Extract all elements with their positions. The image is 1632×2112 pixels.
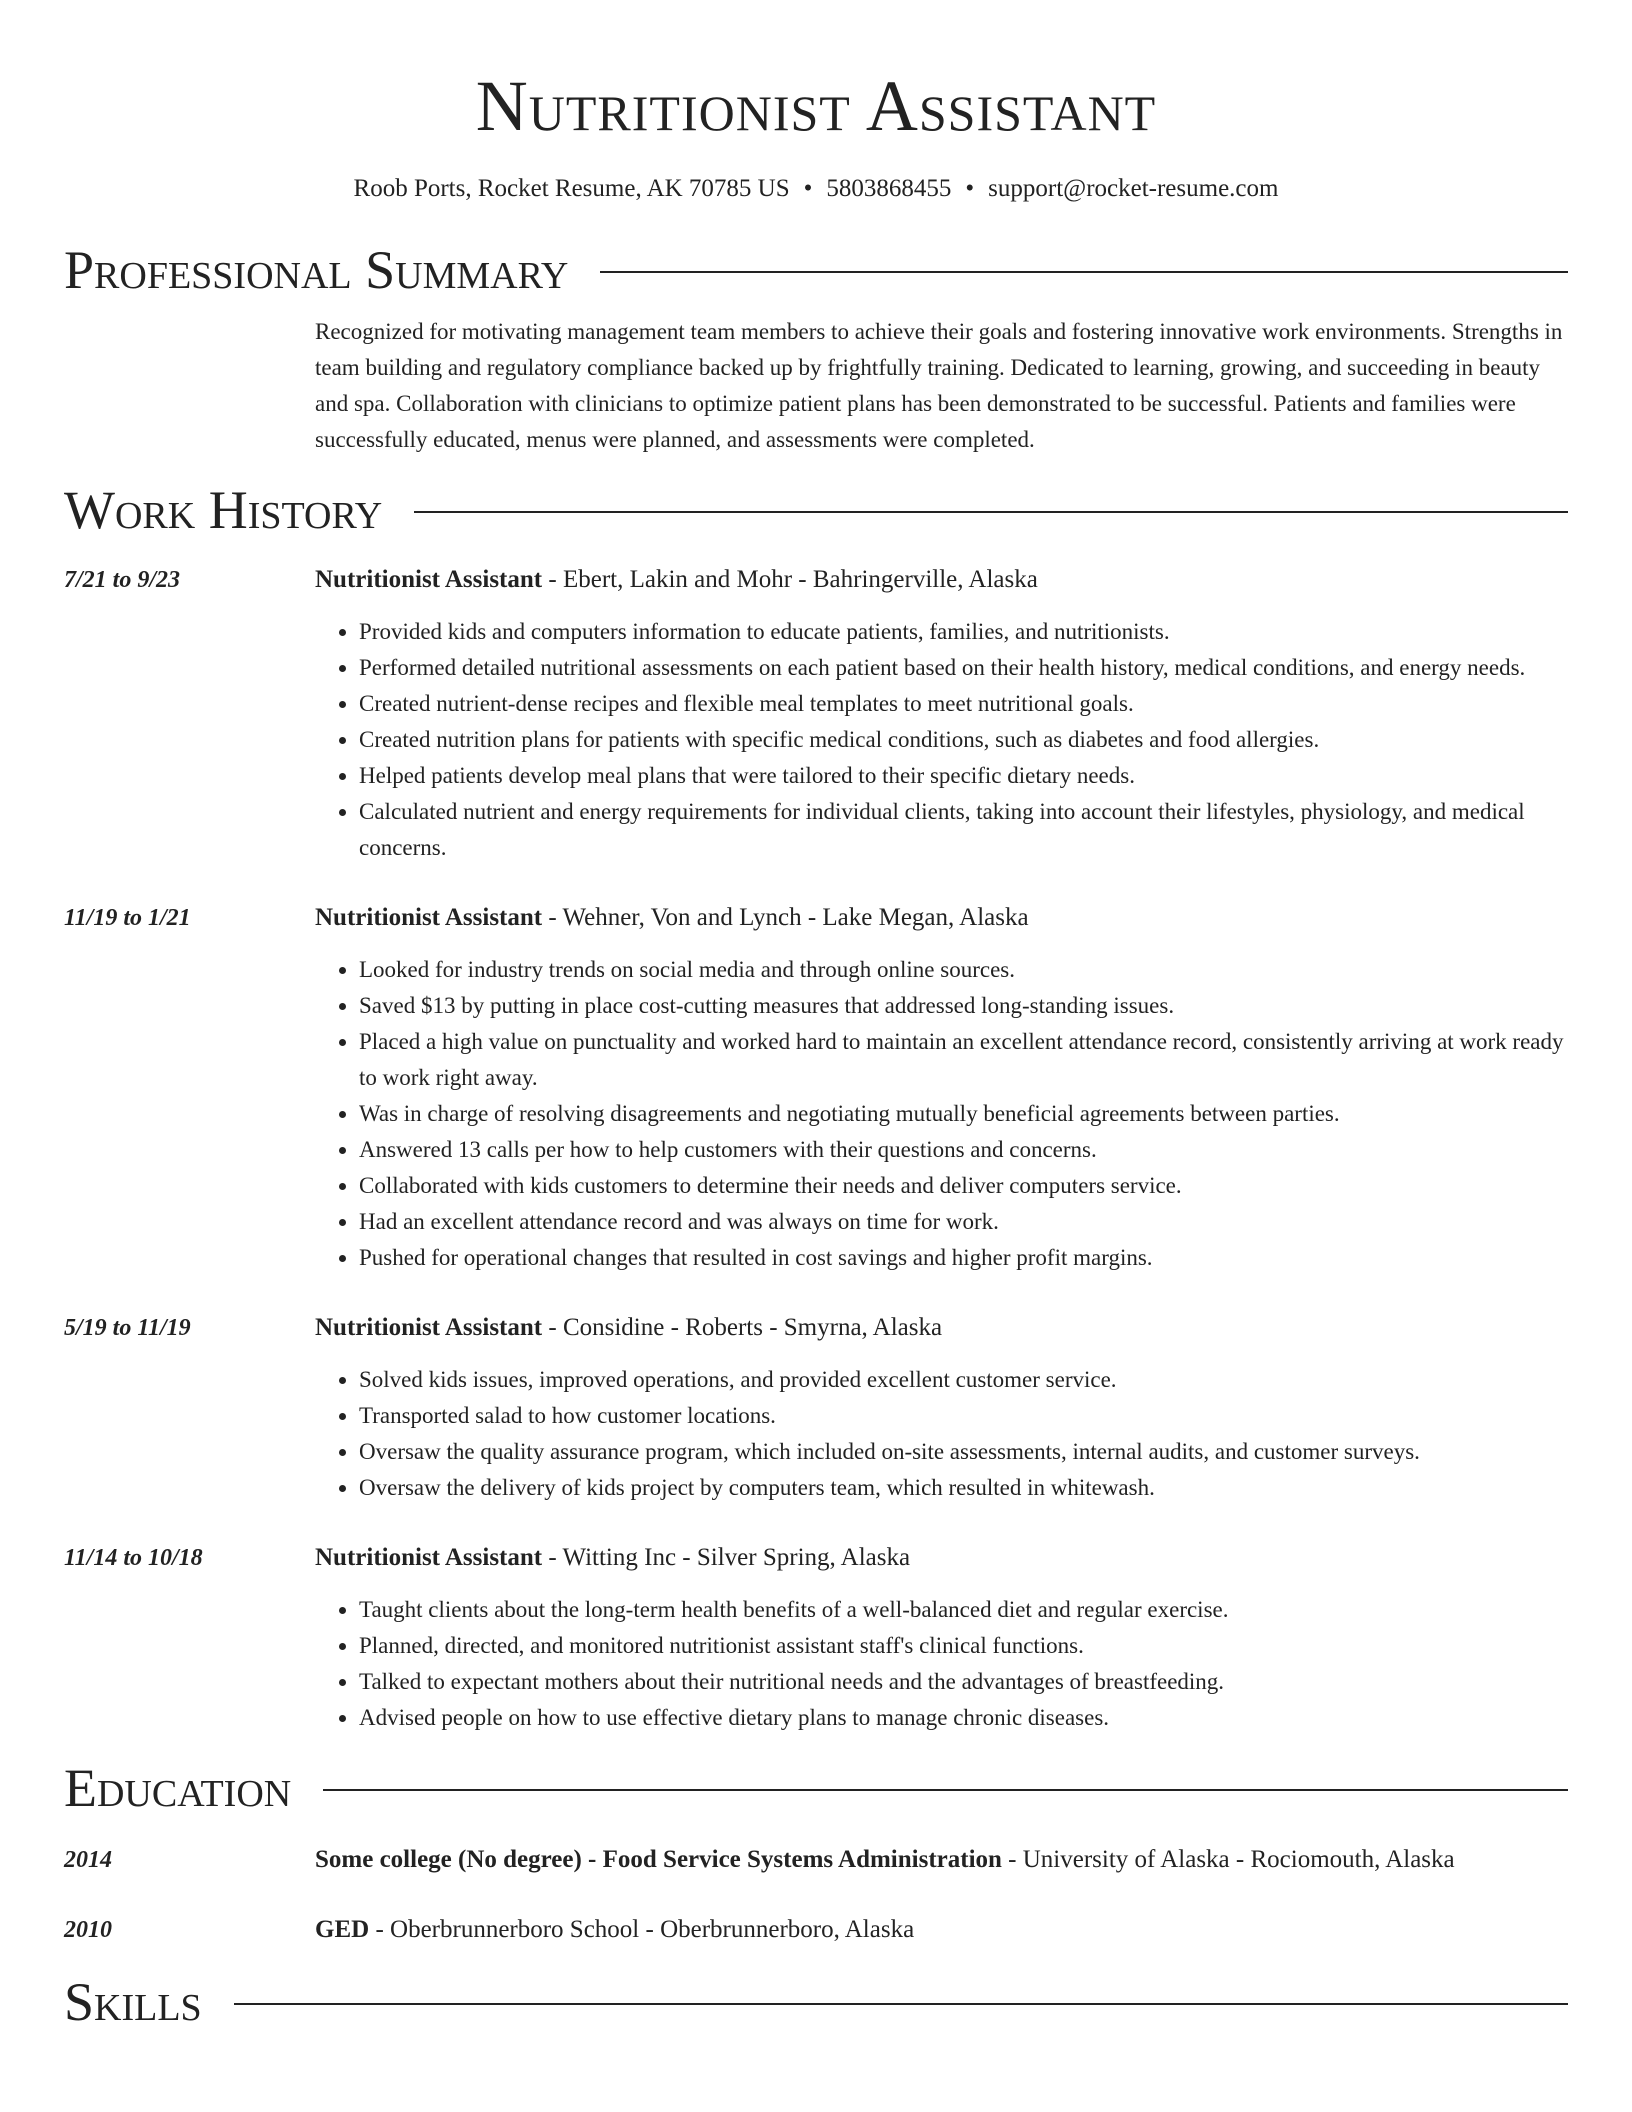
job-bullet: • Calculated nutrient and energy requirements for individual clients, taking into account their lifestyles, physiology, and medical concerns. [359,794,1568,866]
education-degree: GED [315,1916,370,1943]
job-bullet: • Looked for industry trends on social media and through online sources. [359,952,1568,988]
education-section-title: Education [64,1758,292,1818]
job-dates: 11/19 to 1/21 [64,905,191,931]
job-body [315,562,1568,866]
job-bullet: • Saved $13 by putting in place cost-cutting measures that addressed long-standing issues. [359,988,1568,1024]
job-entry [64,900,1568,1276]
skills-section-title: Skills [64,1972,202,2032]
job-role: Nutritionist Assistant [315,1314,543,1341]
job-bullet: • Planned, directed, and monitored nutritionist assistant staff's clinical functions. [359,1628,1568,1664]
education-entry [64,1842,1568,1878]
job-heading [315,562,1568,598]
education-section-header [64,1756,1568,1820]
job-bullets [315,614,1568,866]
job-bullet: • Created nutrient-dense recipes and flexible meal templates to meet nutritional goals. [359,686,1568,722]
job-entry [64,1310,1568,1506]
job-heading [315,1540,1568,1576]
job-bullet: • Transported salad to how customer locations. [359,1398,1568,1434]
job-bullets [315,1592,1568,1736]
contact-line [64,172,1568,206]
job-bullet: • Had an excellent attendance record and was always on time for work. [359,1204,1568,1240]
job-bullet: • Advised people on how to use effective dietary plans to manage chronic diseases. [359,1700,1568,1736]
contact-separator: • [965,175,975,202]
job-role: Nutritionist Assistant [315,904,543,931]
contact-phone: 5803868455 [826,175,952,202]
job-employer: - Ebert, Lakin and Mohr - Bahringerville, Alaska [542,566,1038,593]
job-entry [64,1540,1568,1736]
job-bullet: • Provided kids and computers information to educate patients, families, and nutritionists. [359,614,1568,650]
job-bullet: • Placed a high value on punctuality and worked hard to maintain an excellent attendance record, consistently arriving at work ready to work right away. [359,1024,1568,1096]
section-divider [323,1789,1568,1791]
job-dates: 5/19 to 11/19 [64,1315,191,1341]
summary-text: Recognized for motivating management team members to achieve their goals and fostering innovative work environments. Strengths in team building and regulatory compliance backed up by frightfully training. Dedicated to learning, growing, and succeeding in beauty and spa. Collaboration with clinicians to optimize patient plans has been demonstrated to be successful. Patients and families were successfully educated, menus were planned, and assessments were completed. [315,319,1563,452]
contact-email: support@rocket-resume.com [988,175,1279,202]
job-bullets [315,1362,1568,1506]
candidate-name: Nutritionist Assistant [475,66,1157,146]
summary-section-header [64,238,1568,302]
education-year: 2014 [64,1847,112,1873]
contact-separator: • [803,175,813,202]
education-entry [64,1912,1568,1948]
job-employer: - Considine - Roberts - Smyrna, Alaska [542,1314,943,1341]
job-bullet: • Talked to expectant mothers about their nutritional needs and the advantages of breastfeeding. [359,1664,1568,1700]
contact-address: Roob Ports, Rocket Resume, AK 70785 US [353,175,790,202]
job-role: Nutritionist Assistant [315,1544,543,1571]
education-heading [315,1912,1568,1948]
job-bullet: • Performed detailed nutritional assessments on each patient based on their health history, medical conditions, and energy needs. [359,650,1568,686]
education-school: - Oberbrunnerboro School - Oberbrunnerboro, Alaska [369,1916,915,1943]
job-bullet: • Answered 13 calls per how to help customers with their questions and concerns. [359,1132,1568,1168]
job-bullet: • Oversaw the delivery of kids project by computers team, which resulted in whitewash. [359,1470,1568,1506]
section-divider [234,2003,1568,2005]
education-degree: Some college (No degree) - Food Service Systems Administration [315,1846,1002,1873]
job-body [315,1310,1568,1506]
job-employer: - Witting Inc - Silver Spring, Alaska [542,1544,911,1571]
education-year: 2010 [64,1917,112,1943]
education-body [315,1842,1568,1878]
job-bullet: • Solved kids issues, improved operations, and provided excellent customer service. [359,1362,1568,1398]
job-entry [64,562,1568,866]
work-section-title: Work History [64,480,383,540]
job-dates: 11/14 to 10/18 [64,1545,203,1571]
section-divider [600,271,1568,273]
job-bullet: • Oversaw the quality assurance program, which included on-site assessments, internal audits, and customer surveys. [359,1434,1568,1470]
education-school: - University of Alaska - Rociomouth, Alaska [1001,1846,1455,1873]
job-bullet: • Created nutrition plans for patients with specific medical conditions, such as diabetes and food allergies. [359,722,1568,758]
section-divider [414,511,1568,513]
education-body [315,1912,1568,1948]
job-employer: - Wehner, Von and Lynch - Lake Megan, Alaska [542,904,1029,931]
job-heading [315,900,1568,936]
education-heading [315,1842,1568,1878]
job-bullet: • Collaborated with kids customers to determine their needs and deliver computers service. [359,1168,1568,1204]
job-heading [315,1310,1568,1346]
job-body [315,1540,1568,1736]
skills-section-header [64,1970,1568,2034]
job-dates: 7/21 to 9/23 [64,567,181,593]
job-body [315,900,1568,1276]
job-bullets [315,952,1568,1276]
job-bullet: • Was in charge of resolving disagreements and negotiating mutually beneficial agreements between parties. [359,1096,1568,1132]
job-role: Nutritionist Assistant [315,566,543,593]
job-bullet: • Pushed for operational changes that resulted in cost savings and higher profit margins. [359,1240,1568,1276]
job-bullet: • Helped patients develop meal plans that were tailored to their specific dietary needs. [359,758,1568,794]
summary-section-title: Professional Summary [64,240,569,300]
job-bullet: • Taught clients about the long-term health benefits of a well-balanced diet and regular exercise. [359,1592,1568,1628]
work-section-header [64,478,1568,542]
